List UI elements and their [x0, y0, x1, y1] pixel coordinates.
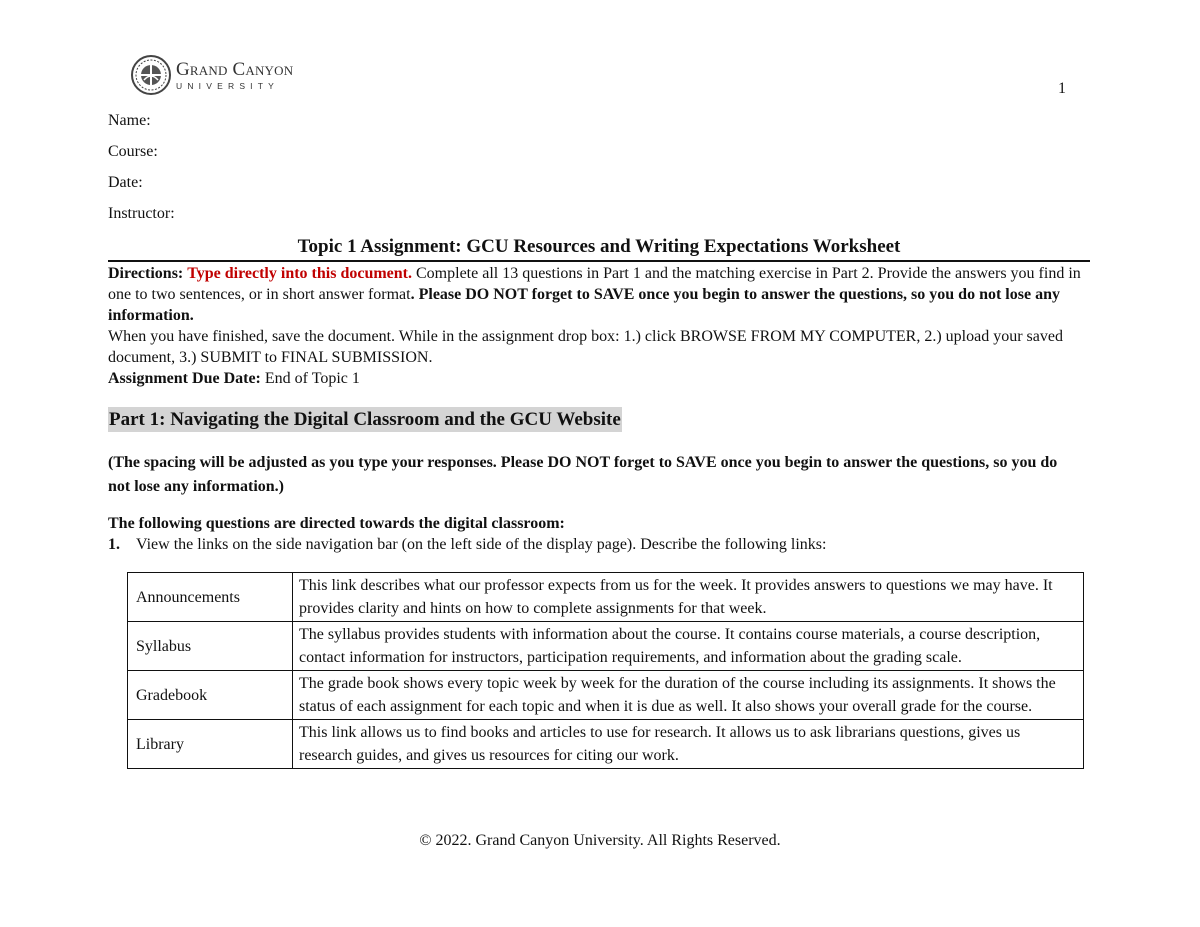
- document-title: Topic 1 Assignment: GCU Resources and Writing Expectations Worksheet: [297, 236, 901, 257]
- due-date-label: Assignment Due Date:: [108, 370, 261, 387]
- directions-label: Directions:: [108, 265, 184, 282]
- directions-save-warning: . Please DO NOT forget to SAVE once you begin to answer the questions, so you do not lose any information.: [108, 286, 1060, 324]
- row-label: Gradebook: [128, 671, 293, 720]
- due-date-value: End of Topic 1: [260, 370, 360, 387]
- course-field-label: Course:: [108, 143, 158, 160]
- submission-instructions: When you have finished, save the document. While in the assignment drop box: 1.) click BROWSE FROM MY COMPUTER, 2.) upload your saved document, 3.) SUBMIT to FINAL SUBMISSION.: [108, 328, 1063, 366]
- question-text: View the links on the side navigation bar (on the left side of the display page). Describe the following links:: [136, 536, 827, 553]
- answer-cell[interactable]: The grade book shows every topic week by week for the duration of the course including its assignments. It shows the status of each assignment for each topic and when it is due as well. It also shows your overall grade for the course.: [293, 671, 1084, 720]
- answer-cell[interactable]: This link allows us to find books and articles to use for research. It allows us to ask librarians questions, gives us research guides, and gives us resources for citing our work.: [293, 720, 1084, 769]
- logo-name: Grand Canyon: [176, 58, 294, 80]
- seal-icon: [130, 54, 172, 96]
- table-row: [128, 720, 1084, 769]
- answer-cell[interactable]: This link describes what our professor expects from us for the week. It provides answers to questions we may have. It provides clarity and hints on how to complete assignments for that week.: [293, 573, 1084, 622]
- row-label: Library: [128, 720, 293, 769]
- digital-classroom-intro: The following questions are directed towards the digital classroom:: [108, 515, 565, 532]
- instructor-field-label: Instructor:: [108, 205, 175, 222]
- row-label: Syllabus: [128, 622, 293, 671]
- question-1: [108, 536, 826, 554]
- table-row: [128, 671, 1084, 720]
- directions-paragraph: [108, 263, 1093, 326]
- university-logo: [130, 54, 330, 96]
- table-row: [128, 622, 1084, 671]
- part1-heading: Part 1: Navigating the Digital Classroom and the GCU Website: [109, 409, 621, 430]
- due-date-line: [108, 368, 1093, 389]
- spacing-note: (The spacing will be adjusted as you type your responses. Please DO NOT forget to SAVE once you begin to answer the questions, so you do not lose any information.): [108, 454, 1058, 495]
- date-field-label: Date:: [108, 174, 143, 191]
- answer-cell[interactable]: The syllabus provides students with information about the course. It contains course materials, a course description, contact information for instructors, participation requirements, and information about the grading scale.: [293, 622, 1084, 671]
- directions-text: Complete all 13 questions in Part 1 and the matching exercise in Part 2. Provide the answers you find in one to two sentences, or in short answer format: [108, 265, 1081, 303]
- copyright-footer: © 2022. Grand Canyon University. All Rights Reserved.: [419, 832, 781, 849]
- directions-red-text: Type directly into this document.: [187, 265, 412, 282]
- title-divider: [108, 260, 1090, 262]
- name-field-label: Name:: [108, 112, 151, 129]
- page-number: 1: [1058, 80, 1066, 97]
- row-label: Announcements: [128, 573, 293, 622]
- table-row: [128, 573, 1084, 622]
- directions-block: [108, 263, 1093, 389]
- logo-subtitle: UNIVERSITY: [176, 80, 280, 91]
- question-number: 1.: [108, 536, 120, 553]
- links-table: [127, 572, 1084, 769]
